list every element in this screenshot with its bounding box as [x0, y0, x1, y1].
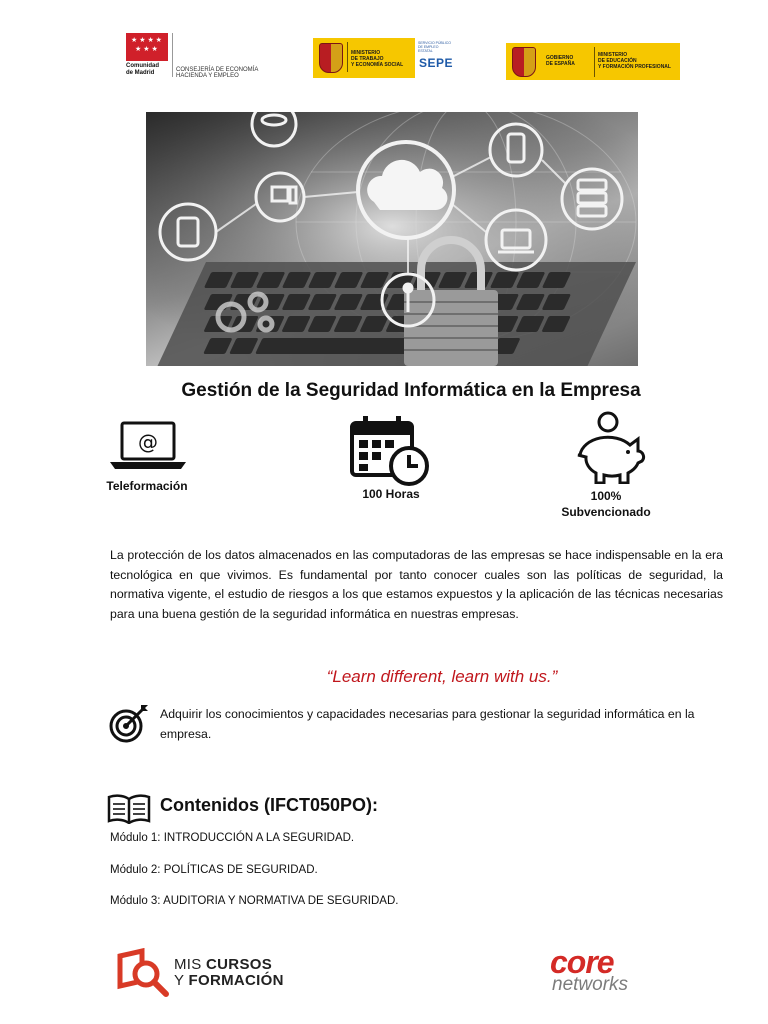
mis-cursos-line2-b: FORMACIÓN	[188, 972, 284, 989]
madrid-name-line2: de Madrid	[126, 70, 155, 76]
sepe-ministry-line2: DE TRABAJO	[351, 56, 384, 62]
feature-label-horas: 100 Horas	[362, 487, 420, 501]
mis-cursos-logo	[116, 948, 316, 998]
sepe-brand: SEPE	[419, 56, 454, 70]
module-3: Módulo 3: AUDITORIA Y NORMATIVA DE SEGURIDAD.	[110, 895, 399, 907]
feature-label-percent: 100%	[590, 489, 622, 503]
module-1: Módulo 1: INTRODUCCIÓN A LA SEGURIDAD.	[110, 832, 355, 844]
gov-line2: DE ESPAÑA	[546, 61, 575, 67]
comunidad-madrid-logo	[126, 33, 276, 81]
intro-paragraph: La protección de los datos almacenados en las computadoras de las empresas se hace indispensable en la era tecnológica en que vivimos. Es fundamental por tanto conocer cuales son las políticas de seguridad, la normativa vigente, el estudio de riesgos a los que estamos expuestos y la aplicación de las técnicas necesarias para una buena gestión de la seguridad informática en nuestras empresas.	[110, 548, 723, 621]
module-2: Módulo 2: POLÍTICAS DE SEGURIDAD.	[110, 864, 318, 876]
madrid-flag-icon: ★ ★ ★ ★ ★ ★ ★	[126, 33, 168, 61]
sepe-logo	[313, 38, 455, 78]
core-word: core	[550, 944, 614, 980]
madrid-dept-line2: HACIENDA Y EMPLEO	[176, 73, 239, 79]
slogan: “Learn different, learn with us.”	[326, 667, 558, 686]
spain-coat-of-arms-icon	[512, 47, 536, 77]
mis-cursos-line1-a: MIS	[174, 956, 207, 973]
mis-cursos-line1-b: CURSOS	[206, 956, 273, 973]
calendar-clock-icon	[349, 414, 431, 488]
book-icon	[107, 794, 151, 824]
edu-ministry-line2: DE EDUCACIÓN	[598, 58, 637, 64]
laptop-at-icon	[108, 420, 188, 472]
mis-cursos-line2-a: Y	[174, 972, 189, 989]
core-networks-logo	[550, 944, 654, 998]
target-icon	[108, 704, 150, 744]
sepe-service-text: SERVICIO PÚBLICO DE EMPLEO ESTATAL	[418, 41, 452, 53]
sepe-ministry-line3: Y ECONOMÍA SOCIAL	[351, 62, 404, 68]
objective-text: Adquirir los conocimientos y capacidades necesarias para gestionar la seguridad informática en la empresa.	[160, 707, 695, 741]
spain-coat-of-arms-icon	[319, 43, 343, 73]
madrid-name-line1: Comunidad	[126, 63, 159, 69]
edu-ministry-line3: Y FORMACIÓN PROFESIONAL	[598, 64, 671, 70]
logo-divider	[172, 33, 173, 77]
piggy-bank-icon	[568, 410, 646, 484]
svg-text:@: @	[138, 430, 158, 454]
contents-title: Contenidos (IFCT050PO):	[160, 795, 379, 815]
feature-label-teleformacion: Teleformación	[106, 479, 188, 493]
logo-divider	[347, 42, 348, 72]
core-networks-sub: networks	[552, 974, 629, 995]
feature-label-subvencionado: Subvencionado	[561, 505, 651, 519]
course-title: Gestión de la Seguridad Informática en la Empresa	[181, 380, 641, 401]
sepe-ministry-line1: MINISTERIO	[351, 50, 381, 56]
madrid-dept-line1: CONSEJERÍA DE ECONOMÍA	[176, 67, 259, 73]
gobierno-espana-logo	[506, 43, 680, 80]
edu-ministry-line1: MINISTERIO	[598, 52, 628, 58]
gov-line1: GOBIERNO	[546, 55, 574, 61]
mis-cursos-emblem-icon	[116, 948, 170, 998]
hero-image	[146, 112, 638, 366]
logo-divider	[594, 47, 595, 77]
